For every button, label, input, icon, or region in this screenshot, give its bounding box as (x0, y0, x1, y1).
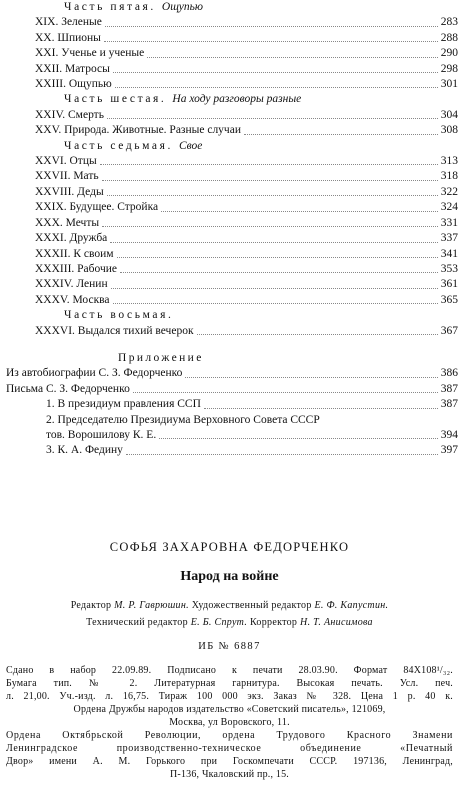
dot-leader (100, 154, 438, 165)
appendix-heading: Приложение (118, 351, 204, 364)
toc-page-number: 387 (440, 382, 458, 395)
toc-entry (6, 77, 458, 92)
toc-entry-title: 1. В президиум правления ССП (46, 398, 201, 411)
proofreader-name: Н. Т. Анисимова (300, 617, 373, 628)
dot-leader (113, 293, 438, 304)
part-heading (6, 0, 458, 15)
print-details-line: Бумага тип. № 2. Литературная гарнитура. Высокая печать. Усл. печ. (6, 678, 453, 689)
toc-page-number: 288 (440, 31, 458, 44)
toc-entry (6, 293, 458, 308)
toc-entry-title: Из автобиографии С. З. Федорченко (6, 367, 183, 380)
dot-leader (185, 366, 437, 377)
part-title: На ходу разговоры разные (172, 93, 302, 106)
toc-entry-title: XXVII. Мать (35, 170, 99, 183)
toc-entry (6, 324, 458, 339)
part-heading (6, 92, 458, 107)
dot-leader (161, 200, 438, 211)
toc-entry (6, 382, 458, 397)
toc-entry (6, 200, 458, 215)
toc-entry-title: XXXII. К своим (35, 247, 114, 260)
part-label: Часть восьмая. (64, 309, 174, 322)
toc-page-number: 331 (440, 216, 458, 229)
editor-name: М. Р. Гаврюшин. (114, 600, 189, 611)
toc-entry-title: XXVI. Отцы (35, 155, 97, 168)
toc-page-number: 298 (440, 62, 458, 75)
print-details-line: Сдано в набор 22.09.89. Подписано к печати 28.03.90. Формат 84X108¹/₃₂. (6, 665, 453, 676)
dot-leader (204, 397, 438, 408)
toc-entry-first-line: 2. Председателю Президиума Верховного Совета СССР (46, 413, 320, 426)
part-title: Ощупью (161, 1, 203, 13)
toc-entry-title: XIX. Зеленые (35, 16, 102, 29)
editor-label: Редактор (70, 600, 112, 611)
dot-leader (111, 277, 438, 288)
print-details-line: л. 21,00. Уч.-изд. л. 16,75. Тираж 100 000 экз. Заказ № 328. Цена 1 р. 40 к. (6, 691, 453, 702)
toc-page-number: 324 (440, 201, 458, 214)
dot-leader (105, 15, 438, 26)
toc-page-number: 318 (440, 170, 458, 183)
toc-page-number: 337 (440, 232, 458, 245)
toc-entry-title: XXXV. Москва (35, 293, 110, 306)
toc-page-number: 367 (440, 324, 458, 337)
toc-entry-title: XXIII. Ощупью (35, 78, 112, 91)
toc-page-number: 304 (440, 108, 458, 121)
toc-page-number: 308 (440, 124, 458, 137)
dot-leader (107, 108, 438, 119)
dot-leader (120, 262, 438, 273)
printer-address: П-136, Чкаловский пр., 15. (170, 769, 289, 780)
toc-entry (6, 397, 458, 412)
art-editor-name: Е. Ф. Капустин. (314, 600, 389, 611)
dot-leader (147, 46, 438, 57)
toc-page-number: 283 (440, 16, 458, 29)
dot-leader (102, 169, 438, 180)
toc-page-number: 322 (440, 185, 458, 198)
toc-entry (6, 31, 458, 46)
toc-entry-title: XXI. Ученье и ученые (35, 47, 145, 60)
dot-leader (117, 247, 438, 258)
imprint (0, 540, 459, 781)
printer-line: Ленинградское производственно-техническое объединение «Печатный (6, 743, 453, 754)
proofreader-label: Корректор (249, 617, 298, 628)
book-title: Народ на войне (180, 569, 279, 584)
credits-line-2 (0, 614, 459, 631)
dot-leader (104, 31, 438, 42)
part-title: Свое (179, 139, 203, 152)
toc-entry-title: XXIX. Будущее. Стройка (35, 201, 159, 214)
toc-page-number: 387 (440, 398, 458, 411)
toc-entry-title: XXXI. Дружба (35, 232, 108, 245)
toc-page-number: 361 (440, 278, 458, 291)
publisher-line: Ордена Дружбы народов издательство «Советский писатель», 121069, (73, 704, 386, 715)
toc-page-number: 365 (440, 293, 458, 306)
toc-entry (6, 123, 458, 138)
art-editor-label: Художественный редактор (191, 600, 312, 611)
toc-page-number: 386 (440, 367, 458, 380)
toc-page-number: 394 (440, 428, 458, 441)
toc-entry-title: Письма С. З. Федорченко (6, 382, 130, 395)
table-of-contents (6, 0, 458, 459)
toc-page-number: 353 (440, 262, 458, 275)
toc-entry (6, 169, 458, 184)
toc-entry (6, 185, 458, 200)
dot-leader (107, 185, 438, 196)
dot-leader (197, 324, 438, 335)
part-label: Часть седьмая. (64, 139, 173, 152)
dot-leader (244, 123, 438, 134)
publication-details (6, 664, 453, 781)
toc-entry (6, 154, 458, 169)
toc-page-number: 290 (440, 47, 458, 60)
tech-editor-name: Е. Б. Спрут. (190, 617, 248, 628)
toc-entry (6, 428, 458, 443)
toc-entry-title: XXX. Мечты (35, 216, 100, 229)
toc-entry (6, 62, 458, 77)
toc-entry (6, 231, 458, 246)
toc-entry (6, 443, 458, 458)
printer-line: Двор» имени А. М. Горького при Госкомпечати СССР. 197136, Ленинград, (6, 756, 453, 767)
toc-page-number: 301 (440, 78, 458, 91)
toc-entry-title: XX. Шпионы (35, 31, 101, 44)
part-label: Часть шестая. (64, 93, 167, 106)
toc-entry (6, 108, 458, 123)
dot-leader (159, 428, 438, 439)
toc-entry (6, 46, 458, 61)
part-label: Часть пятая. (64, 1, 156, 13)
tech-editor-label: Технический редактор (86, 617, 188, 628)
publisher-address: Москва, ул Воровского, 11. (169, 717, 290, 728)
toc-page-number: 341 (440, 247, 458, 260)
toc-entry-title: XXXIII. Рабочие (35, 262, 117, 275)
toc-entry (6, 366, 458, 381)
toc-entry-title: 3. К. А. Федину (46, 444, 123, 457)
credits (0, 597, 459, 631)
toc-entry-title: XXIV. Смерть (35, 108, 104, 121)
toc-entry (6, 262, 458, 277)
toc-entry-title: XXVIII. Деды (35, 185, 104, 198)
toc-page-number: 313 (440, 155, 458, 168)
dot-leader (113, 62, 438, 73)
toc-entry-title: XXII. Матросы (35, 62, 110, 75)
toc-entry-title: XXV. Природа. Животные. Разные случаи (35, 124, 241, 137)
dot-leader (126, 443, 438, 454)
dot-leader (110, 231, 437, 242)
dot-leader (115, 77, 438, 88)
toc-entry (6, 277, 458, 292)
toc-entry (6, 15, 458, 30)
toc-page-number: 397 (440, 444, 458, 457)
ib-number: ИБ № 6887 (198, 641, 261, 652)
toc-entry-title: XXXVI. Выдался тихий вечерок (35, 324, 194, 337)
dot-leader (133, 382, 438, 393)
dot-leader (102, 216, 438, 227)
printer-line: Ордена Октябрьской Революции, ордена Трудового Красного Знамени (6, 730, 453, 741)
toc-entry-title: тов. Ворошилову К. Е. (46, 428, 157, 441)
toc-entry (6, 247, 458, 262)
part-heading (6, 308, 458, 323)
toc-entry-title: XXXIV. Ленин (35, 278, 108, 291)
toc-entry (6, 216, 458, 231)
author-name: СОФЬЯ ЗАХАРОВНА ФЕДОРЧЕНКО (109, 540, 350, 554)
credits-line-1 (0, 597, 459, 614)
spacer (6, 339, 458, 351)
part-heading (6, 139, 458, 154)
